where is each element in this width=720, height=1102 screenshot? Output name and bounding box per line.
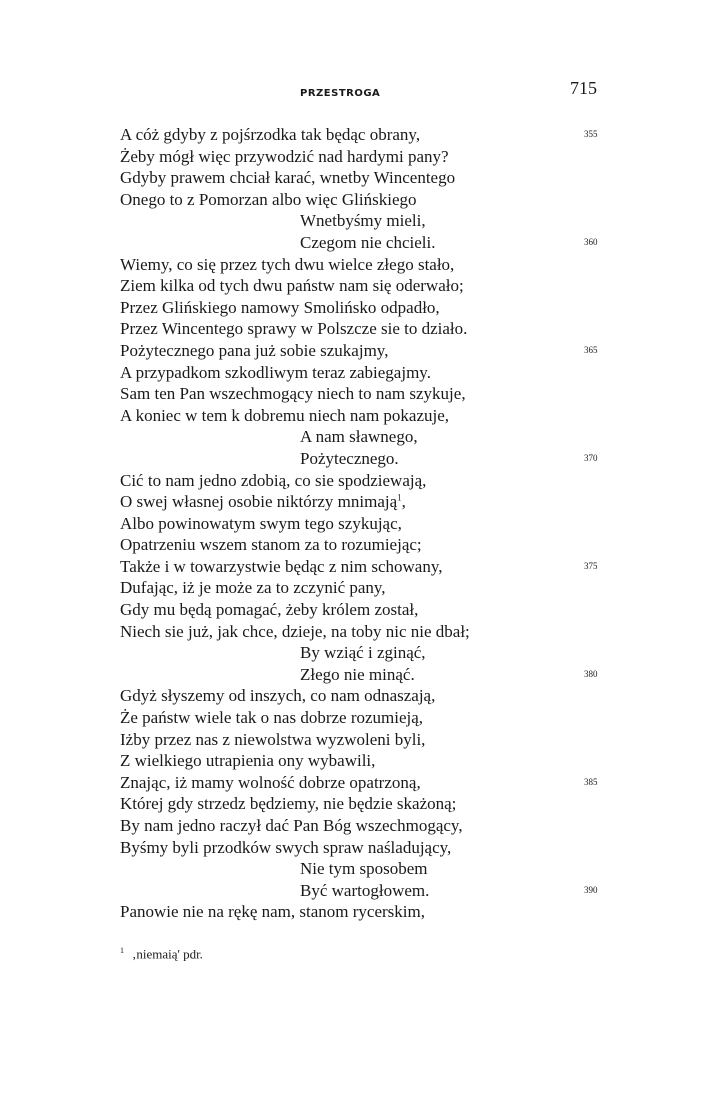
verse-text — [120, 491, 406, 513]
verse-line — [0, 470, 720, 492]
verse-text: By nam jedno raczył dać Pan Bóg wszechmogący, — [120, 816, 463, 835]
verse-line — [0, 685, 720, 707]
verse-line — [0, 210, 720, 232]
verse-line — [0, 772, 720, 794]
verse-text: Albo powinowatym swym tego szykując, — [120, 513, 402, 533]
verse-text: Byśmy byli przodków swych spraw naśladujący, — [120, 837, 452, 857]
verse-line — [0, 513, 720, 535]
verse-line — [0, 383, 720, 405]
verse-line — [0, 254, 720, 276]
verse-line — [0, 124, 720, 146]
line-number: 375 — [584, 560, 598, 571]
verse-text: Czegom nie chcieli. — [300, 232, 436, 252]
verse-line — [0, 362, 720, 384]
verse-text: Że państw wiele tak o nas dobrze rozumieją, — [120, 708, 424, 728]
verse-text: Z wielkiego utrapienia ony wybawili, — [120, 751, 376, 771]
verse-text: Żeby mógł więc przywodzić nad hardymi pany? — [120, 146, 449, 166]
verse-text: Także i w towarzystwie będąc z nim schowany, — [120, 556, 443, 576]
line-number: 380 — [584, 668, 598, 679]
verse-text: Ziem kilka od tych dwu państw nam się oderwało; — [120, 276, 464, 296]
verse-text: Złego nie minąć. — [300, 664, 415, 684]
verse-text: Panowie nie na rękę nam, stanom rycerskim, — [120, 902, 425, 922]
verse-line — [0, 448, 720, 470]
verse-line — [0, 901, 720, 923]
verse-line — [0, 491, 720, 513]
verse-text: Której gdy strzedz będziemy, nie będzie skażoną; — [120, 794, 457, 814]
verse-text-main: O swej własnej osobie niktórzy mnimają — [120, 492, 398, 512]
verse-line — [0, 642, 720, 664]
verse-line — [0, 297, 720, 319]
footnote-text: ‚niemaią' pdr. — [132, 946, 203, 962]
verse-line — [0, 815, 720, 837]
line-number: 370 — [584, 452, 598, 463]
verse-line — [0, 534, 720, 556]
line-number: 390 — [584, 884, 598, 895]
verse-line — [0, 426, 720, 448]
line-number: 365 — [584, 344, 598, 355]
verse-text: Wiemy, co się przez tych dwu wielce złego stało, — [120, 254, 455, 274]
verse-line — [0, 556, 720, 578]
verse-text: Znając, iż mamy wolność dobrze opatrzoną, — [120, 772, 421, 792]
verse-text: Gdy mu będą pomagać, żeby królem został, — [120, 600, 419, 620]
footnote — [120, 946, 203, 962]
verse-text: Pożytecznego pana już sobie szukajmy, — [120, 340, 389, 360]
verse-line — [0, 793, 720, 815]
verse-text: Iżby przez nas z niewolstwa wyzwoleni byli, — [120, 729, 426, 749]
verse-text: Przez Glińskiego namowy Smolińsko odpadło, — [120, 297, 440, 317]
verse-line — [0, 599, 720, 621]
verse-text: Niech sie już, jak chce, dzieje, na toby nic nie dbał; — [120, 621, 470, 641]
footnote-mark: 1 — [120, 946, 124, 955]
verse-text: Sam ten Pan wszechmogący niech to nam szykuje, — [120, 384, 466, 404]
line-number: 385 — [584, 776, 598, 787]
verse-line — [0, 275, 720, 297]
verse-text: Dufając, iż je może za to zczynić pany, — [120, 578, 386, 598]
verse-text: Cić to nam jedno zdobią, co sie spodziewają, — [120, 470, 427, 490]
verse-line — [0, 880, 720, 902]
footnote-reference: 1 — [397, 492, 402, 503]
verse-line — [0, 405, 720, 427]
running-head: PRZESTROGA — [300, 88, 381, 99]
verse-text: Przez Wincentego sprawy w Polszcze sie to działo. — [120, 319, 468, 339]
verse-punctuation: , — [401, 492, 406, 512]
verse-line — [0, 189, 720, 211]
verse-text: Onego to z Pomorzan albo więc Glińskiego — [120, 189, 417, 209]
verse-text: Wnetbyśmy mieli, — [300, 211, 426, 231]
verse-line — [0, 729, 720, 751]
verse-text: Nie tym sposobem — [300, 859, 428, 879]
verse-text: A koniec w tem k dobremu niech nam pokazuje, — [120, 405, 450, 425]
verse-text: Być wartogłowem. — [300, 880, 430, 900]
verse-line — [0, 340, 720, 362]
verse-line — [0, 146, 720, 168]
verse-line — [0, 707, 720, 729]
verse-text: Gdyby prawem chciał karać, wnetby Wincentego — [120, 168, 456, 188]
page-number: 715 — [570, 78, 597, 98]
verse-line — [0, 664, 720, 686]
verse-text: By wziąć i zginąć, — [300, 643, 426, 663]
verse-line — [0, 318, 720, 340]
verse-line — [0, 750, 720, 772]
verse-line — [0, 232, 720, 254]
verse-line — [0, 621, 720, 643]
verse-text: A nam sławnego, — [300, 427, 418, 447]
verse-text: Opatrzeniu wszem stanom za to rozumiejąc; — [120, 535, 422, 555]
verse-text: A przypadkom szkodliwym teraz zabiegajmy. — [120, 362, 431, 382]
verse-line — [0, 577, 720, 599]
verse-text: A cóż gdyby z pojśrzodka tak będąc obrany, — [120, 125, 421, 144]
line-number: 360 — [584, 236, 598, 247]
verse-line — [0, 167, 720, 189]
verse-text: Pożytecznego. — [300, 448, 399, 468]
verse-line — [0, 837, 720, 859]
verse-line — [0, 858, 720, 880]
poem-body — [0, 124, 720, 923]
line-number: 355 — [584, 129, 598, 139]
verse-text: Gdyż słyszemy od inszych, co nam odnaszają, — [120, 686, 436, 706]
